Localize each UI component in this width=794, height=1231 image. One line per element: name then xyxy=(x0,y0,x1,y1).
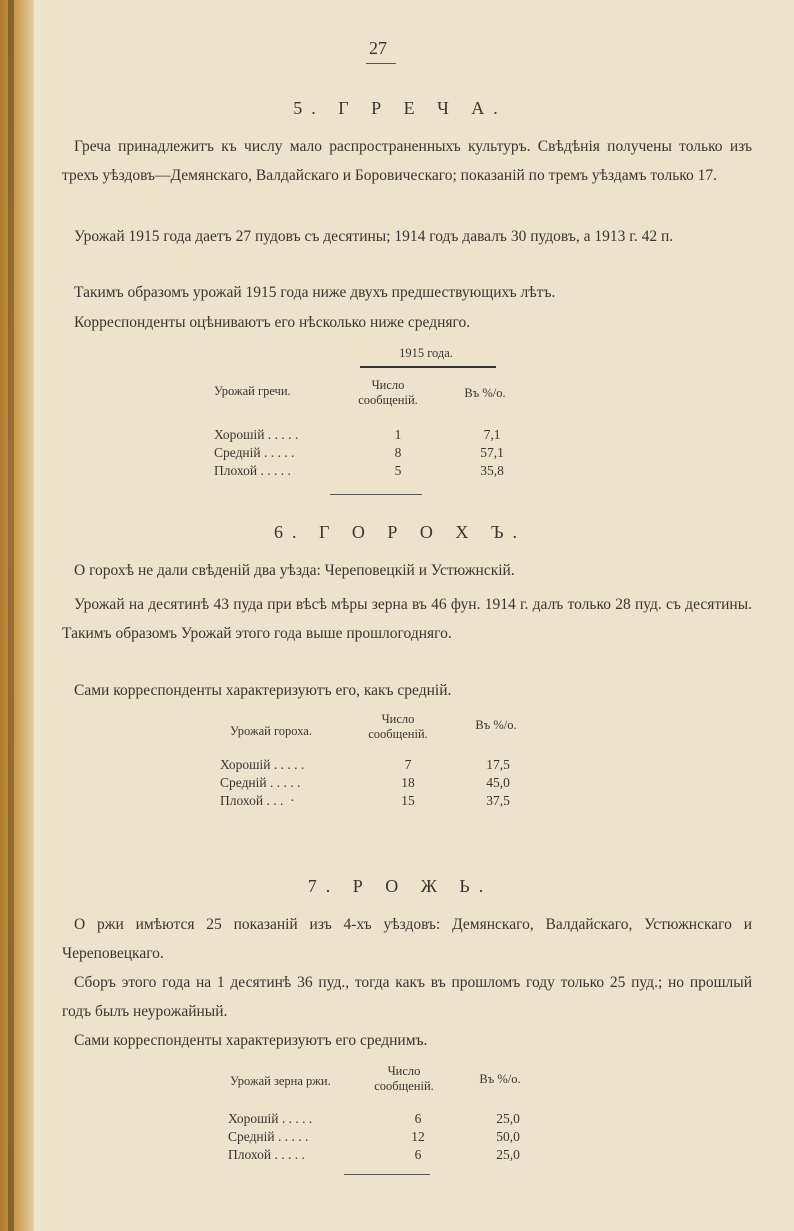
table-row-count: 7 xyxy=(404,757,412,772)
table-caption: 1915 года. xyxy=(399,346,453,360)
paragraph: Корреспонденты оцѣниваютъ его нѣсколько ниже средняго. xyxy=(74,314,471,331)
paragraph: Урожай на десятинѣ 43 пуда при вѣсѣ мѣры зерна въ 46 фун. 1914 г. далъ только 28 пуд. съ десятины. Такимъ образомъ Урожай этого года выше прошлогодняго. xyxy=(62,596,752,642)
table-header-count: Число сообщеній. xyxy=(374,1064,434,1093)
table-header-percent: Въ %/о. xyxy=(479,1072,521,1086)
table-row-percent: 57,1 xyxy=(480,445,504,460)
table-row-percent: 25,0 xyxy=(496,1111,520,1126)
table-row-percent: 25,0 xyxy=(496,1147,520,1162)
page-number-rule xyxy=(366,63,396,64)
table-header-count: Число сообщеній. xyxy=(368,712,428,741)
table-row-label: Хорошій . . . . . xyxy=(220,757,305,772)
table-row-count: 8 xyxy=(394,445,402,460)
page-number: 27 xyxy=(369,38,387,58)
paragraph: Греча принадлежитъ къ числу мало распространенныхъ культуръ. Свѣдѣнія получены только изъ трехъ уѣздовъ—Демянскаго, Валдайскаго и Боровическаго; показаній по тремъ уѣздамъ только 17. xyxy=(62,138,752,184)
table-row-percent: 35,8 xyxy=(480,463,504,478)
table-header-percent: Въ %/о. xyxy=(464,386,506,400)
section-title-peas: 6. Г О Р О Х Ъ. xyxy=(273,522,527,542)
table-row-count: 12 xyxy=(411,1129,425,1144)
table-row-percent: 45,0 xyxy=(486,775,510,790)
table-row-percent: 7,1 xyxy=(483,427,501,442)
table-row-label: Хорошій . . . . . xyxy=(214,427,299,442)
table-row-percent: 17,5 xyxy=(486,757,510,772)
paragraph: Урожай 1915 года даетъ 27 пудовъ съ десятины; 1914 годъ давалъ 30 пудовъ, а 1913 г. 42 п. xyxy=(74,228,674,245)
paragraph: Сами корреспонденты характеризуютъ его, какъ средній. xyxy=(74,682,452,699)
section-divider xyxy=(330,494,422,495)
table-row-label: Средній . . . . . xyxy=(220,775,301,790)
table-row-label: Плохой . . . . . xyxy=(214,463,291,478)
section-divider xyxy=(344,1174,430,1175)
table-row-percent: 37,5 xyxy=(486,793,510,808)
section-title-buckwheat: 5. Г Р Е Ч А. xyxy=(293,98,507,118)
book-spine xyxy=(0,0,34,1231)
page xyxy=(48,34,752,1214)
table-header-rule xyxy=(360,366,496,368)
table-header-label: Урожай гречи. xyxy=(214,384,291,398)
table-row-label: Средній . . . . . xyxy=(214,445,295,460)
table-header-count: Число сообщеній. xyxy=(358,378,418,407)
table-row-percent: 50,0 xyxy=(496,1129,520,1144)
table-row-count: 6 xyxy=(414,1147,422,1162)
paragraph: Сборъ этого года на 1 десятинѣ 36 пуд., тогда какъ въ прошломъ году только 25 пуд.; но прошлый годъ былъ неурожайный. xyxy=(62,974,752,1020)
table-row-label: Средній . . . . . xyxy=(228,1129,309,1144)
table-row-count: 15 xyxy=(401,793,415,808)
table-row-label: Хорошій . . . . . xyxy=(228,1111,313,1126)
table-row-count: 5 xyxy=(394,463,402,478)
table-row-count: 18 xyxy=(401,775,415,790)
table-row-label: Плохой . . . . . xyxy=(228,1147,305,1162)
table-header-label: Урожай гороха. xyxy=(230,724,312,738)
table-row-count: 6 xyxy=(414,1111,422,1126)
paragraph: О ржи имѣются 25 показаній изъ 4-хъ уѣздовъ: Демянскаго, Валдайскаго, Устюжнскаго и Череповецкаго. xyxy=(62,916,752,962)
paragraph: Сами корреспонденты характеризуютъ его среднимъ. xyxy=(74,1032,428,1049)
table-header-label: Урожай зерна ржи. xyxy=(230,1074,331,1088)
paragraph: Такимъ образомъ урожай 1915 года ниже двухъ предшествующихъ лѣтъ. xyxy=(74,284,556,301)
section-title-rye: 7. Р О Ж Ь. xyxy=(307,876,493,896)
table-row-count: 1 xyxy=(394,427,402,442)
table-row-label: Плохой . . . · xyxy=(220,793,295,808)
paragraph: О горохѣ не дали свѣденій два уѣзда: Череповецкій и Устюжнскій. xyxy=(74,562,515,579)
table-header-percent: Въ %/о. xyxy=(475,718,517,732)
